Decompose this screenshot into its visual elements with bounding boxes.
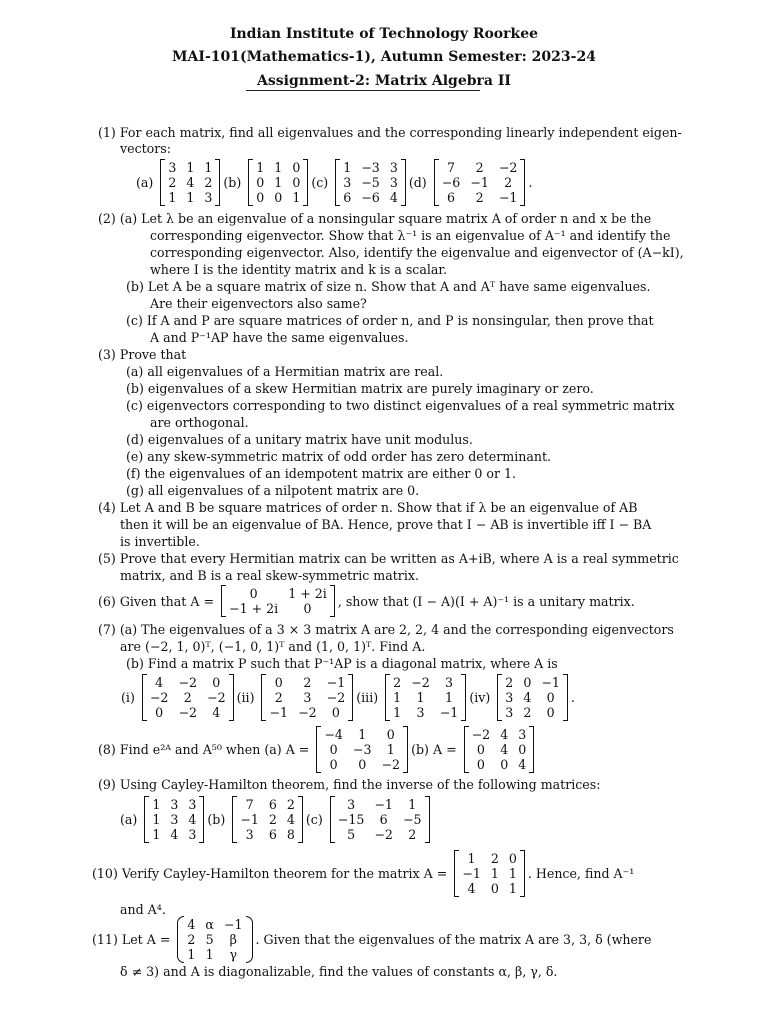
matrix-right-bracket [520,850,525,897]
matrix-entries [237,796,298,843]
matrix-entry: 1 [508,880,517,896]
matrix-entry: 3 [347,796,356,812]
matrix-right-bracket [348,674,353,721]
q7b-line1: (b) Find a matrix P such that P⁻¹AP is a diagonal matrix, where A is [126,656,558,671]
label-c: (c) [305,811,323,827]
q6-line [98,584,639,618]
q1-matrix-a [160,159,220,206]
matrix-entry: 4 [170,826,179,842]
period: . [570,689,575,705]
matrix-entry: 1 + 2i [288,586,327,601]
q6-post: , show that (I − A)(I + A)⁻¹ is a unitary matrix. [337,593,635,609]
matrix-entry: 4 [500,741,509,757]
matrix-entry: 1 [152,811,161,827]
matrix-entry: γ [229,946,237,962]
matrix-entry: 7 [245,796,254,812]
q8-matrix-b [464,726,535,773]
matrix-entry: 1 [186,159,195,175]
q3c-line1: (c) eigenvectors corresponding to two distinct eigenvalues of a real symmetric matrix [126,398,675,413]
matrix-entry: 3 [389,159,398,175]
matrix-entry: 1 [393,689,402,705]
matrix-entry: 4 [188,811,197,827]
matrix-entry: 2 [504,174,513,190]
matrix-entry: 1 [408,796,417,812]
matrix-entry: 3 [170,811,179,827]
q2a-line4: where I is the identity matrix and k is a scalar. [150,262,448,277]
matrix-entry: −2 [471,726,491,742]
matrix-right-bracket [303,159,308,206]
q8-matrix-a [316,726,408,773]
matrix-entry: 3 [188,826,197,842]
label-ii: (ii) [236,689,255,705]
matrix-entry: 2 [303,674,312,690]
matrix-entry: 1 [467,850,476,866]
q9-matrix-c [330,796,430,843]
q7-matrix-iii [385,674,466,721]
matrix-entry: −2 [374,826,393,842]
q4-line3: is invertible. [120,534,200,549]
matrix-entry: 3 [416,704,425,720]
matrix-entries [390,674,461,721]
q7-matrix-i [142,674,234,721]
matrix-entry: 4 [286,811,295,827]
q5-line2: matrix, and B is a real skew-symmetric matrix. [120,568,419,583]
matrix-right-bracket [199,796,204,843]
matrix-entry: 0 [358,756,367,772]
matrix-entry: 0 [329,756,338,772]
matrix-entries [469,726,530,773]
q1-line1: (1) For each matrix, find all eigenvalues and the corresponding linearly independent eigen- [98,125,682,140]
matrix-right-bracket [298,796,303,843]
matrix-entry: 0 [490,880,499,896]
label-a: (a) [136,174,154,190]
matrix-entry: 6 [268,826,277,842]
matrix-entry: 0 [329,741,338,757]
matrix-entry: 1 [508,865,517,881]
matrix-entry: −1 [498,189,518,205]
matrix-entry: α [205,916,214,932]
matrix-entry: −2 [411,674,430,690]
matrix-entry: 1 [343,159,352,175]
course-title: MAI-101(Mathematics-1), Autumn Semester: 2023-24 [172,49,596,65]
matrix-entry: −3 [352,741,372,757]
matrix-entry: 3 [445,674,454,690]
q7-matrix-ii [261,674,353,721]
q2a-line3: corresponding eigenvector. Also, identify the eigenvalue and eigenvector of (A−kI), [150,245,684,260]
matrix-entry: 0 [155,704,164,720]
matrix-entry: 1 [205,946,214,962]
matrix-entry: 1 [358,726,367,742]
q1-line2: vectors: [120,141,171,156]
matrix-entry: 1 [416,689,425,705]
matrix-entry: −5 [361,174,380,190]
q2c-line1: (c) If A and P are square matrices of order n, and P is nonsingular, then prove that [126,313,654,328]
matrix-entry: 4 [186,174,195,190]
q11-post: . Given that the eigenvalues of the matrix A are 3, 3, δ (where [255,931,652,947]
matrix-entry: 1 [274,174,283,190]
matrix-entry: 0 [476,741,485,757]
matrix-entry: 8 [286,826,295,842]
matrix-right-bracket [425,796,430,843]
matrix-entry: 1 [186,189,195,205]
matrix-entry: 1 [256,159,265,175]
matrix-entry: 1 [490,865,499,881]
matrix-entry: −2 [149,689,169,705]
q8-line [98,724,537,774]
q2b-line1: (b) Let A be a square matrix of size n. Show that A and Aᵀ have same eigenvalues. [126,279,651,294]
q5-line1: (5) Prove that every Hermitian matrix can be written as A+iB, where A is a real symmetric [98,551,679,566]
matrix-entries [335,796,425,843]
matrix-entry: 6 [343,189,352,205]
matrix-entry: −3 [361,159,380,175]
q7-matrix-iv [497,674,568,721]
matrix-entry: 3 [245,826,254,842]
q7a-line2: are (−2, 1, 0)ᵀ, (−1, 0, 1)ᵀ and (1, 0, 1)ᵀ. Find A. [120,639,426,654]
matrix-entry: 6 [447,189,456,205]
q11-matrix [177,916,252,963]
matrix-entry: 3 [303,689,312,705]
institute-title: Indian Institute of Technology Roorkee [229,26,539,42]
matrix-entry: 3 [343,174,352,190]
matrix-entry: 2 [204,174,213,190]
matrix-entry: 0 [256,174,265,190]
q4-line2: then it will be an eigenvalue of BA. Hence, prove that I − AB is invertible iff I − BA [120,517,652,532]
matrix-entry: 3 [389,174,398,190]
matrix-entry: 0 [476,756,485,772]
q11-line [92,914,655,964]
q2b-line2: Are their eigenvectors also same? [150,296,367,311]
matrix-entries [184,916,245,963]
matrix-entry: 4 [389,189,398,205]
matrix-entry: −1 [240,811,259,827]
matrix-entry: −1 [223,916,243,932]
matrix-entry: 2 [475,159,484,175]
matrix-entry: −2 [498,159,518,175]
matrix-entry: −1 [470,174,489,190]
matrix-right-bracket [403,726,408,773]
label-c: (c) [311,174,329,190]
matrix-entry: −2 [298,704,317,720]
matrix-entry: 4 [500,726,509,742]
matrix-entry: −2 [178,704,198,720]
matrix-entries [226,585,330,617]
matrix-entry: −2 [326,689,346,705]
matrix-right-bracket [330,585,335,617]
period: . [528,174,533,190]
q3b: (b) eigenvalues of a skew Hermitian matrix are purely imaginary or zero. [126,381,594,396]
q9-matrix-b [232,796,303,843]
matrix-entry: 0 [546,704,555,720]
q3f: (f) the eigenvalues of an idempotent matrix are either 0 or 1. [126,466,517,481]
matrix-entry: −1 [462,865,481,881]
matrix-entry: −1 [541,674,560,690]
matrix-entry: 3 [204,189,213,205]
matrix-entry: 0 [249,586,258,601]
matrix-entries [502,674,563,721]
matrix-entry: 3 [505,704,514,720]
label-a: (a) [120,811,138,827]
q9-matrices [120,794,433,844]
matrix-entry: 0 [256,189,265,205]
label-iii: (iii) [356,689,379,705]
matrix-right-bracket [229,674,234,721]
q4-line1: (4) Let A and B be square matrices of order n. Show that if λ be an eigenvalue of AB [98,500,638,515]
label-b: (b) [207,811,226,827]
matrix-entries [149,796,199,843]
q10-pre: (10) Verify Cayley-Hamilton theorem for the matrix A = [92,865,448,881]
matrix-entries [321,726,403,773]
matrix-entry: 3 [518,726,527,742]
q3d: (d) eigenvalues of a unitary matrix have unit modulus. [126,432,473,447]
matrix-right-bracket [563,674,568,721]
q9-line1: (9) Using Cayley-Hamilton theorem, find the inverse of the following matrices: [98,777,601,792]
matrix-entries [165,159,215,206]
matrix-entry: 2 [183,689,192,705]
matrix-right-bracket [246,916,253,963]
matrix-entry: 1 [274,159,283,175]
matrix-entries [439,159,521,206]
label-d: (d) [408,174,427,190]
matrix-entry: −1 [374,796,393,812]
matrix-entry: −2 [381,756,401,772]
q10-line2: and A⁴. [120,902,166,917]
matrix-entry: 1 [152,826,161,842]
matrix-entry: −15 [337,811,365,827]
matrix-entry: 4 [523,689,532,705]
q8-mid: (b) A = [411,741,457,757]
q1-matrix-d [434,159,526,206]
matrix-entry: 0 [274,674,283,690]
matrix-entry: 5 [347,826,356,842]
matrix-entries [253,159,303,206]
matrix-entry: 0 [518,741,527,757]
matrix-entry: 1 [393,704,402,720]
matrix-entry: −1 [269,704,289,720]
matrix-entry: 0 [212,674,221,690]
q11-line2: δ ≠ 3) and A is diagonalizable, find the values of constants α, β, γ, δ. [120,964,558,979]
matrix-entry: 0 [303,601,312,616]
matrix-entry: 0 [386,726,395,742]
q3a: (a) all eigenvalues of a Hermitian matrix are real. [126,364,444,379]
matrix-entry: 0 [523,674,532,690]
matrix-entry: 1 [386,741,395,757]
matrix-left-bracket [177,916,184,963]
matrix-entries [147,674,229,721]
matrix-entry: 2 [490,850,499,866]
matrix-right-bracket [529,726,534,773]
q10-post: . Hence, find A⁻¹ [527,865,635,881]
matrix-entry: 4 [518,756,527,772]
matrix-entry: 0 [500,756,509,772]
matrix-entry: 2 [268,811,277,827]
matrix-entry: 4 [155,674,164,690]
matrix-entry: −1 [439,704,459,720]
matrix-entries [266,674,348,721]
matrix-right-bracket [401,159,406,206]
matrix-entry: −2 [207,689,226,705]
matrix-entry: 3 [168,159,177,175]
q2a-line1: (2) (a) Let λ be an eigenvalue of a nonsingular square matrix A of order n and x be the [98,211,652,226]
matrix-entry: 3 [188,796,197,812]
q6-pre: (6) Given that A = [98,593,215,609]
matrix-right-bracket [461,674,466,721]
matrix-entry: 0 [331,704,340,720]
matrix-entry: 1 [204,159,213,175]
matrix-entry: 6 [379,811,388,827]
matrix-entry: 1 [292,189,301,205]
q11-pre: (11) Let A = [92,931,171,947]
label-i: (i) [121,689,135,705]
matrix-entry: −1 + 2i [229,601,279,616]
matrix-entry: 3 [505,689,514,705]
q1-matrices [136,158,536,206]
label-b: (b) [223,174,242,190]
matrix-entry: 5 [205,931,214,947]
q6-matrix [221,585,335,617]
q2a-line2: corresponding eigenvector. Show that λ⁻¹ is an eigenvalue of A⁻¹ and identify the [150,228,671,243]
q10-matrix [454,850,525,897]
matrix-entry: −6 [441,174,461,190]
q7a-line1: (7) (a) The eigenvalues of a 3 × 3 matrix A are 2, 2, 4 and the corresponding eigenvectors [98,622,674,637]
q2c-line2: A and P⁻¹AP have the same eigenvalues. [150,330,409,345]
matrix-entries [340,159,401,206]
matrix-entry: −4 [324,726,343,742]
matrix-entry: 2 [187,931,196,947]
matrix-entry: 3 [170,796,179,812]
matrix-entry: −2 [178,674,198,690]
matrix-entry: −5 [402,811,422,827]
matrix-entry: 2 [168,174,177,190]
assignment-title: Assignment-2: Matrix Algebra II [257,73,511,89]
matrix-entry: 2 [475,189,484,205]
q3g: (g) all eigenvalues of a nilpotent matrix are 0. [126,483,420,498]
q3c-line2: are orthogonal. [150,415,249,430]
matrix-entry: 0 [508,850,517,866]
matrix-entry: 4 [212,704,221,720]
matrix-entry: 1 [445,689,454,705]
matrix-entries [459,850,520,897]
matrix-entry: 4 [467,880,476,896]
matrix-entry: 0 [292,159,301,175]
matrix-right-bracket [520,159,525,206]
matrix-entry: 0 [546,689,555,705]
matrix-entry: −6 [361,189,380,205]
matrix-entry: 6 [268,796,277,812]
q1-matrix-c [335,159,406,206]
matrix-entry: 2 [505,674,514,690]
q7-matrices [121,673,579,721]
q3-heading: (3) Prove that [98,347,187,362]
matrix-right-bracket [215,159,220,206]
matrix-entry: 2 [523,704,532,720]
matrix-entry: 2 [286,796,295,812]
q9-matrix-a [144,796,204,843]
matrix-entry: −1 [326,674,346,690]
matrix-entry: β [229,931,237,947]
label-iv: (iv) [469,689,491,705]
q1-matrix-b [248,159,308,206]
matrix-entry: 2 [408,826,417,842]
title-underline [246,90,480,91]
matrix-entry: 2 [274,689,283,705]
q8-pre: (8) Find e²ᴬ and A⁵⁰ when (a) A = [98,741,310,757]
matrix-entry: 0 [274,189,283,205]
matrix-entry: 7 [447,159,456,175]
q10-line [92,848,638,898]
matrix-entry: 1 [152,796,161,812]
q3e: (e) any skew-symmetric matrix of odd order has zero determinant. [126,449,552,464]
matrix-entry: 2 [393,674,402,690]
matrix-entry: 4 [187,916,196,932]
matrix-entry: 0 [292,174,301,190]
matrix-entry: 1 [168,189,177,205]
matrix-entry: 1 [187,946,196,962]
